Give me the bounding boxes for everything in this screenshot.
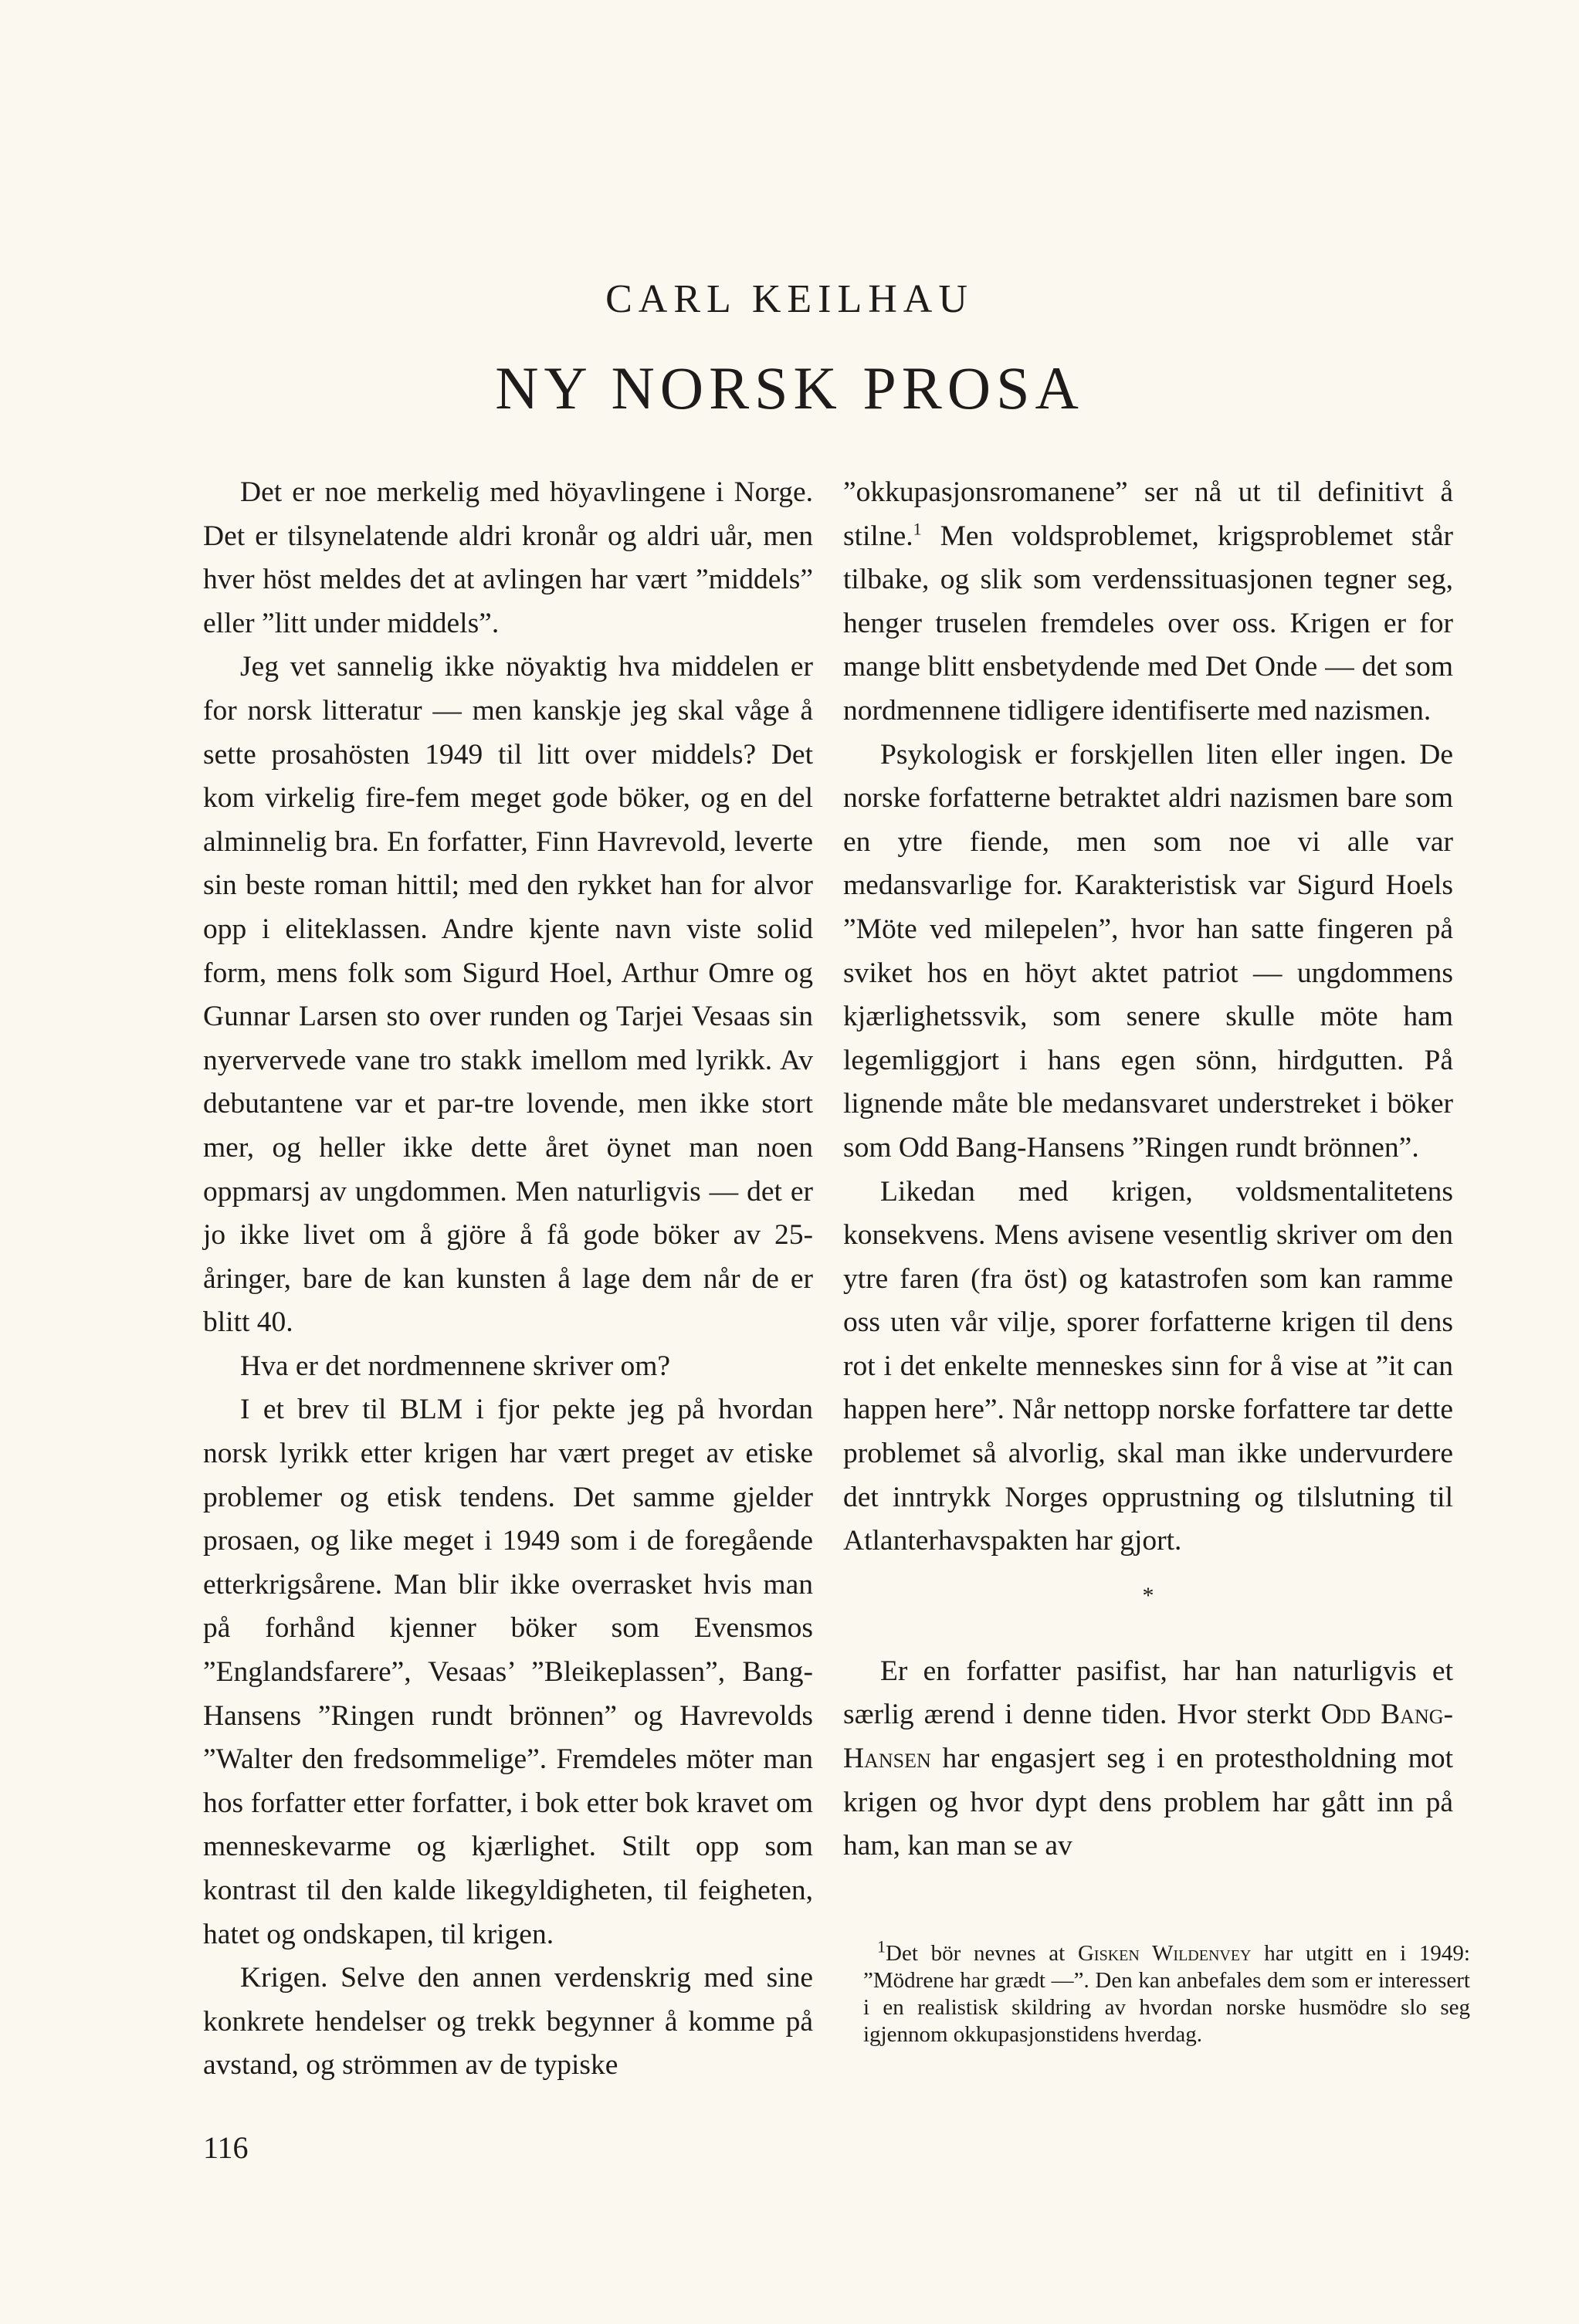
footnote-text-part: har utgitt en i 1949: ”Mödrene har grædt —”. Den kan anbefales dem som er interessert i en realistisk skildring av hvordan norske husmödre slo seg igjennom okkupasjonstidens hverdag. [863, 1941, 1470, 2047]
paragraph: Hva er det nordmennene skriver om? [240, 1350, 671, 1382]
paragraph-text: ”okkupasjonsromanene” ser nå ut til definitivt å stilne. [843, 476, 1453, 552]
footnote-text [863, 1936, 1470, 2048]
article-title: NY NORSK PROSA [495, 354, 1084, 422]
page-number: 116 [203, 2130, 249, 2165]
paragraph: Psykologisk er forskjellen liten eller ingen. De norske forfatterne betraktet aldri nazismen bare som en ytre fiende, men som noe vi alle var medansvarlige for. Karakteristisk var Sigurd Hoels ”Möte ved milepelen”, hvor han satte fingeren på sviket hos en höyt aktet patriot — ungdommens kjærlighetssvik, som senere skulle möte ham legemliggjort i hans egen sönn, hirdgutten. På lignende måte ble medansvaret understreket i böker som Odd Bang-Hansens ”Ringen rundt brönnen”. [843, 738, 1453, 1164]
paragraph: Det er noe merkelig med höyavlingene i Norge. Det er tilsynelatende aldri kronår og aldri uår, men hver höst meldes det at avlingen har vært ”middels” eller ”litt under middels”. [203, 476, 813, 639]
right-column [843, 471, 1453, 1868]
author-name-smallcaps: Odd Bang-Hansen [843, 1699, 1453, 1775]
footnote-reference: 1 [913, 519, 922, 539]
paragraph-text: har engasjert seg i en protestholdning mot krigen og hvor dypt dens problem har gått inn på ham, kan man se av [843, 1743, 1453, 1862]
section-separator: * [1142, 1582, 1154, 1608]
paragraph: Krigen. Selve den annen verdenskrig med sine konkrete hendelser og trekk begynner å komme på avstand, og strömmen av de typiske [203, 1962, 813, 2082]
paragraph: Jeg vet sannelig ikke nöyaktig hva middelen er for norsk litteratur — men kanskje jeg skal våge å sette prosahösten 1949 til litt over middels? Det kom virkelig fire-fem meget gode böker, og en del alminnelig bra. En forfatter, Finn Havrevold, leverte sin beste roman hittil; med den rykket han for alvor opp i eliteklassen. Andre kjente navn viste solid form, mens folk som Sigurd Hoel, Arthur Omre og Gunnar Larsen sto over runden og Tarjei Vesaas sin nyervervede vane tro stakk imellom med lyrikk. Av debutantene var et par-tre lovende, men ikke stort mer, og heller ikke dette året öynet man noen oppmarsj av ungdommen. Men naturligvis — det er jo ikke livet om å gjöre å få gode böker av 25-åringer, bare de kan kunsten å lage dem når de er blitt 40. [203, 651, 813, 1339]
paragraph: Likedan med krigen, voldsmentalitetens konsekvens. Mens avisene vesentlig skriver om den ytre faren (fra öst) og katastrofen som kan ramme oss uten vår vilje, sporer forfatterne krigen til dens rot i det enkelte menneskes sinn for å vise at ”it can happen here”. Når nettopp norske forfattere tar dette problemet så alvorlig, skal man ikke undervurdere det inntrykk Norges opprustning og tilslutning til Atlanterhavspakten har gjort. [843, 1175, 1453, 1557]
author-name: CARL KEILHAU [605, 277, 974, 321]
footnote-text-part: Det bör nevnes at [886, 1941, 1078, 1966]
paragraph-text: Men voldsproblemet, krigsproblemet står tilbake, og slik som verdenssituasjonen tegner seg, henger truselen fremdeles over oss. Krigen er for mange blitt ensbetydende med Det Onde — det som nordmennene tidligere identifiserte med nazismen. [843, 520, 1453, 727]
footnote [863, 1936, 1470, 2048]
author-name-smallcaps: Gisken Wildenvey [1077, 1941, 1252, 1966]
paragraph: I et brev til BLM i fjor pekte jeg på hvordan norsk lyrikk etter krigen har vært preget av etiske problemer og etisk tendens. Det samme gjelder prosaen, og like meget i 1949 som i de foregående etterkrigsårene. Man blir ikke overrasket hvis man på forhånd kjenner böker som Evensmos ”Englandsfarere”, Vesaas’ ”Bleikeplassen”, Bang-Hansens ”Ringen rundt brönnen” og Havrevolds ”Walter den fredsommelige”. Fremdeles möter man hos forfatter etter forfatter, i bok etter bok kravet om menneskevarme og kjærlighet. Stilt opp som kontrast til den kalde likegyldigheten, til feigheten, hatet og ondskapen, til krigen. [203, 1394, 813, 1950]
footnote-marker: 1 [877, 1936, 886, 1956]
paragraph [843, 471, 1453, 733]
paragraph-text: Er en forfatter pasifist, har han naturligvis et særlig ærend i denne tiden. Hvor sterkt [843, 1655, 1453, 1731]
left-column [203, 471, 813, 2088]
paragraph [843, 1650, 1453, 1868]
